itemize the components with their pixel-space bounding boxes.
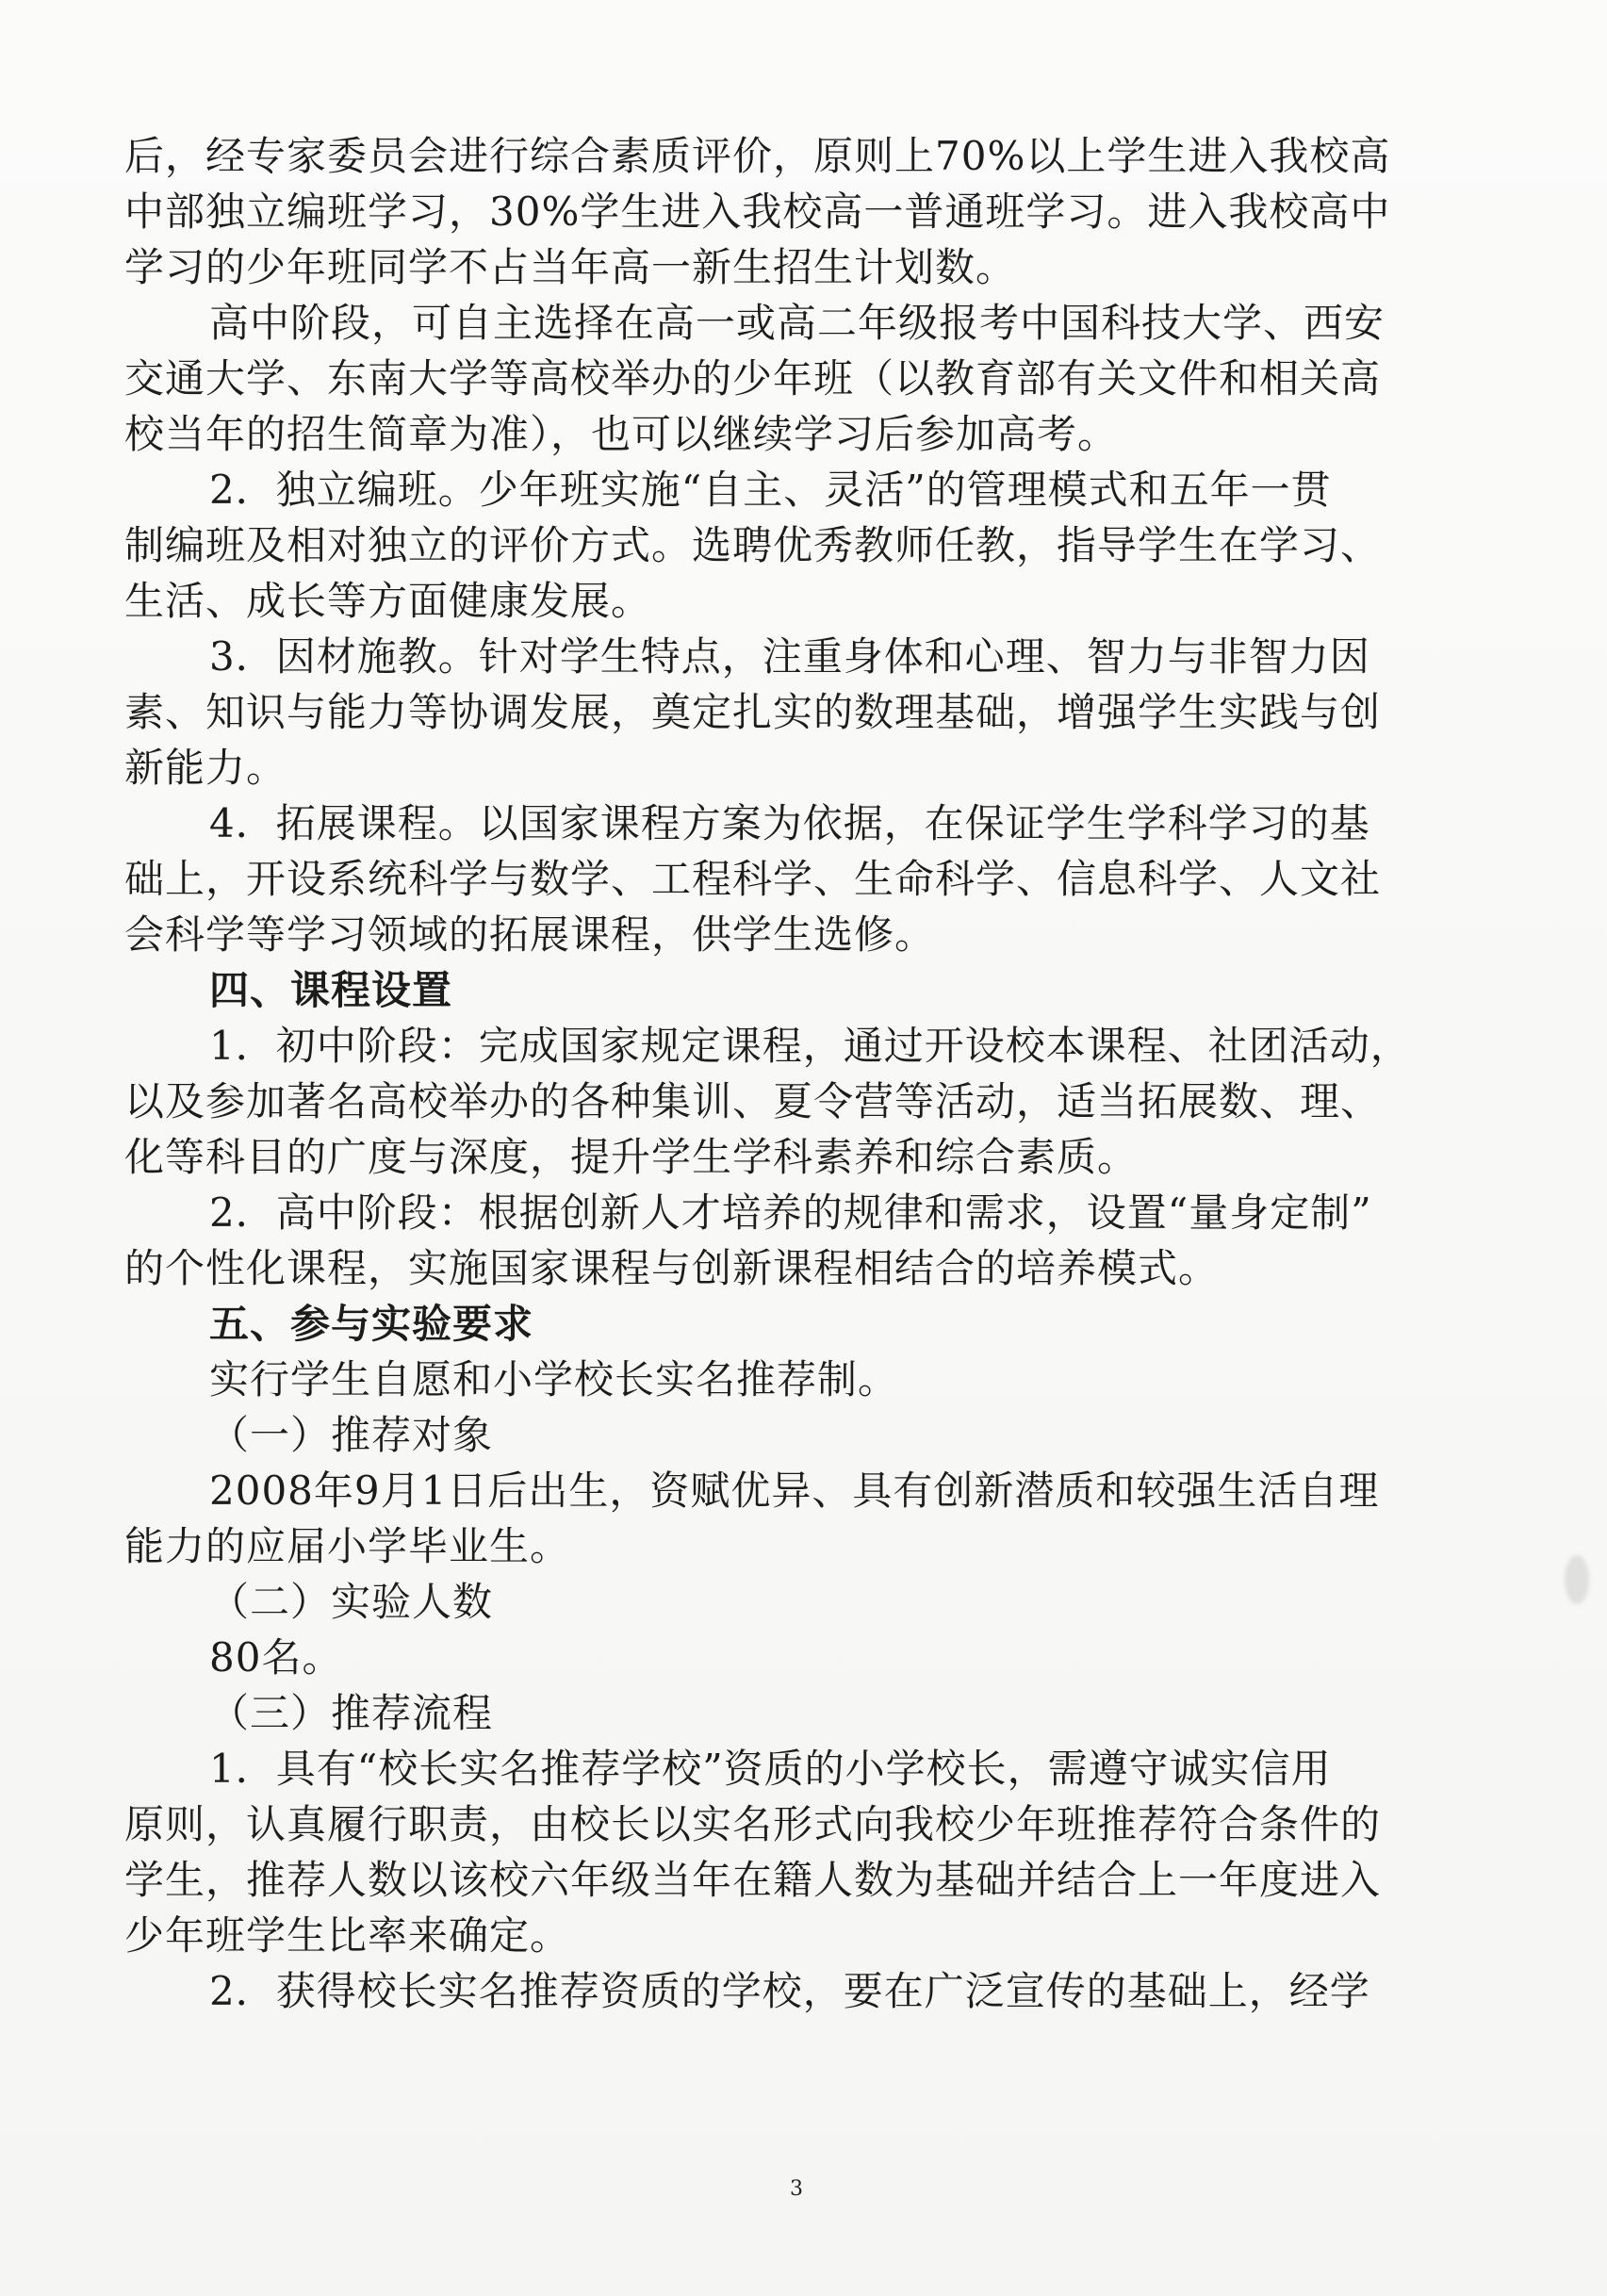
paragraph-start: 2008年9月1日后出生，资赋优异、具有创新潜质和较强生活自理 (209, 1468, 1380, 1514)
text-line: 生活、成长等方面健康发展。 (124, 578, 652, 624)
paragraph-start: 80名。 (209, 1634, 343, 1681)
subsection-heading: （一）推荐对象 (209, 1412, 494, 1458)
text-line: 中部独立编班学习，30%学生进入我校高一普通班学习。进入我校高中 (124, 189, 1391, 235)
text-line: 新能力。 (124, 745, 287, 791)
paragraph-start: 高中阶段，可自主选择在高一或高二年级报考中国科技大学、西安 (209, 300, 1386, 346)
text-line: 以及参加著名高校举办的各种集训、夏令营等活动，适当拓展数、理、 (124, 1078, 1382, 1124)
text-line: 学生，推荐人数以该校六年级当年在籍人数为基础并结合上一年度进入 (124, 1857, 1382, 1903)
text-line: 校当年的招生简章为准），也可以继续学习后参加高考。 (124, 411, 1119, 457)
text-line: 素、知识与能力等协调发展，奠定扎实的数理基础，增强学生实践与创 (124, 689, 1382, 735)
text-line: 少年班学生比率来确定。 (124, 1912, 571, 1959)
text-line: 础上，开设系统科学与数学、工程科学、生命科学、信息科学、人文社 (124, 856, 1382, 902)
text-line: 会科学等学习领域的拓展课程，供学生选修。 (124, 911, 936, 958)
text-line: 学习的少年班同学不占当年高一新生招生计划数。 (124, 244, 1017, 290)
text-line: 化等科目的广度与深度，提升学生学科素养和综合素质。 (124, 1134, 1139, 1180)
text-line: 原则，认真履行职责，由校长以实名形式向我校少年班推荐符合条件的 (124, 1801, 1382, 1847)
text-line: 交通大学、东南大学等高校举办的少年班（以教育部有关文件和相关高 (124, 355, 1382, 402)
paragraph-start: 1．具有“校长实名推荐学校”资质的小学校长，需遵守诚实信用 (209, 1746, 1332, 1792)
paragraph-start: 3．因材施教。针对学生特点，注重身体和心理、智力与非智力因 (209, 633, 1370, 680)
section-heading: 四、课程设置 (209, 967, 453, 1013)
document-body (124, 128, 1411, 2019)
text-line: 后，经专家委员会进行综合素质评价，原则上70%以上学生进入我校高 (124, 133, 1391, 179)
scan-smudge (1565, 1555, 1589, 1604)
paragraph-start: 2．独立编班。少年班实施“自主、灵活”的管理模式和五年一贯 (209, 467, 1332, 513)
text-line: 的个性化课程，实施国家课程与创新课程相结合的培养模式。 (124, 1245, 1220, 1291)
page-number: 3 (790, 2177, 803, 2201)
paragraph-start: 2．获得校长实名推荐资质的学校，要在广泛宣传的基础上，经学 (209, 1968, 1370, 2014)
subsection-heading: （二）实验人数 (209, 1579, 494, 1625)
text-line: 能力的应届小学毕业生。 (124, 1523, 571, 1569)
subsection-heading: （三）推荐流程 (209, 1690, 494, 1736)
paragraph-start: 4．拓展课程。以国家课程方案为依据，在保证学生学科学习的基 (209, 800, 1370, 846)
paragraph-start: 2．高中阶段：根据创新人才培养的规律和需求，设置“量身定制” (209, 1189, 1372, 1236)
paragraph-start: 实行学生自愿和小学校长实名推荐制。 (209, 1356, 899, 1402)
text-line: 制编班及相对独立的评价方式。选聘优秀教师任教，指导学生在学习、 (124, 522, 1382, 568)
section-heading: 五、参与实验要求 (209, 1301, 534, 1347)
paragraph-start: 1．初中阶段：完成国家规定课程，通过开设校本课程、社团活动， (209, 1023, 1411, 1069)
